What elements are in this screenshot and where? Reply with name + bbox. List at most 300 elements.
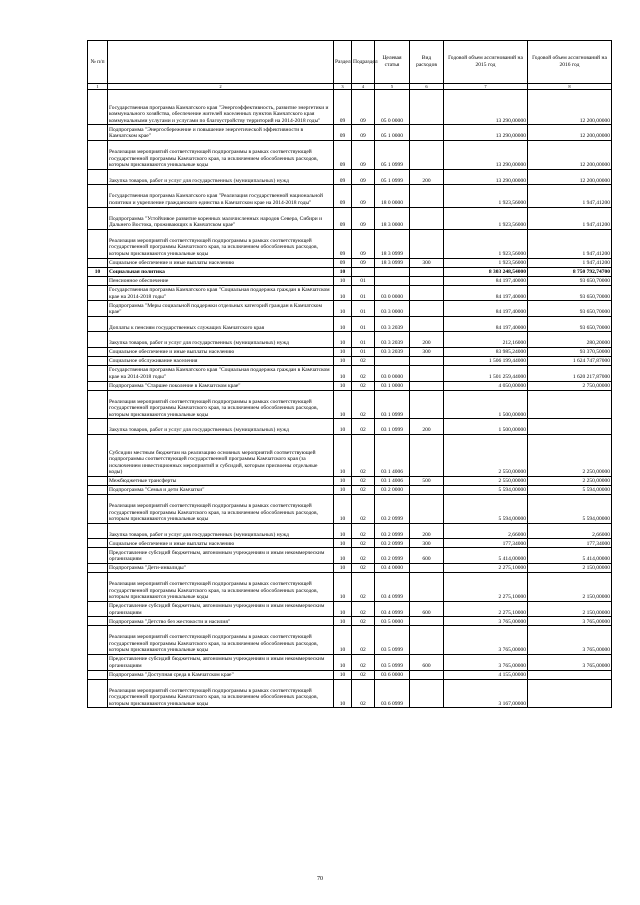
table-header-row — [88, 41, 612, 84]
row-podrazdel: 02 — [352, 601, 375, 617]
row-podrazdel: 02 — [352, 626, 375, 655]
table-row — [88, 563, 612, 572]
row-razdel: 09 — [334, 125, 352, 141]
row-vid — [410, 381, 444, 390]
header-num: № п/п — [88, 41, 108, 84]
row-number — [88, 381, 108, 390]
row-razdel: 10 — [334, 523, 352, 539]
row-vid — [410, 572, 444, 601]
row-sum2016: 5 414,00000 — [528, 548, 612, 564]
table-row — [88, 169, 612, 185]
row-vid: 200 — [410, 332, 444, 348]
row-celevaya: 03 1 0000 — [375, 381, 410, 390]
row-name: Реализация мероприятий соответствующей подпрограммы в рамках соответствующей государственной программы Камчатского края, за исключением обособленных расходов, которым присваиваются уникальные коды — [108, 626, 334, 655]
row-number — [88, 365, 108, 381]
header-sum2016: Годовой объем ассигнований на 2016 год — [528, 41, 612, 84]
row-sum2016: 3 765,00000 — [528, 617, 612, 626]
table-row — [88, 125, 612, 141]
table-row — [88, 626, 612, 655]
row-name: Реализация мероприятий соответствующей подпрограммы в рамках соответствующей государственной программы Камчатского края, за исключением обособленных расходов, которым присваиваются уникальные коды — [108, 494, 334, 523]
row-number — [88, 419, 108, 435]
row-name: Субсидии местным бюджетам на реализацию основных мероприятий соответствующей подпрограммы соответствующей государственной программы Камчатского края (за исключением инвестиционных мероприятий и субсидий, которым присвоены отдельные коды) — [108, 434, 334, 476]
row-celevaya: 05 1 0000 — [375, 125, 410, 141]
row-podrazdel: 09 — [352, 90, 375, 125]
row-razdel: 10 — [334, 626, 352, 655]
column-number: 7 — [444, 84, 528, 90]
row-sum2016: 1 624 747,87000 — [528, 356, 612, 365]
row-name: Социальная политика — [108, 267, 334, 276]
row-number — [88, 316, 108, 332]
row-name: Государственная программа Камчатского края "Социальная поддержка граждан в Камчатском крае на 2014-2018 годы" — [108, 285, 334, 301]
row-sum2015: 84 197,40000 — [444, 285, 528, 301]
row-sum2015: 5 414,00000 — [444, 548, 528, 564]
row-sum2015: 84 197,40000 — [444, 276, 528, 285]
row-sum2016: 2 150,00000 — [528, 572, 612, 601]
row-name: Реализация мероприятий соответствующей подпрограммы в рамках соответствующей государственной программы Камчатского края, за исключением обособленных расходов, которым присваиваются уникальные коды — [108, 140, 334, 169]
column-number: 5 — [375, 84, 410, 90]
row-celevaya: 03 2 0999 — [375, 539, 410, 548]
column-number: 2 — [108, 84, 334, 90]
row-name: Межбюджетные трансферты — [108, 476, 334, 485]
row-sum2015: 5 594,00000 — [444, 494, 528, 523]
header-razdel: Раздел — [334, 41, 352, 84]
table-row — [88, 655, 612, 671]
row-razdel: 10 — [334, 381, 352, 390]
row-name: Реализация мероприятий соответствующей подпрограммы в рамках соответствующей государственной программы Камчатского края, за исключением обособленных расходов, которым присваиваются уникальные коды — [108, 229, 334, 258]
row-razdel: 10 — [334, 485, 352, 494]
row-name: Закупка товаров, работ и услуг для государственных (муниципальных) нужд — [108, 523, 334, 539]
row-number — [88, 229, 108, 258]
row-celevaya — [375, 276, 410, 285]
row-number — [88, 332, 108, 348]
row-sum2016: 1 947,41200 — [528, 229, 612, 258]
row-podrazdel: 02 — [352, 617, 375, 626]
row-sum2015: 1 501 259,44000 — [444, 365, 528, 381]
table-body — [88, 84, 612, 708]
row-podrazdel: 09 — [352, 140, 375, 169]
row-sum2015: 83 985,24000 — [444, 347, 528, 356]
row-razdel: 10 — [334, 419, 352, 435]
row-podrazdel: 02 — [352, 494, 375, 523]
row-name: Закупка товаров, работ и услуг для государственных (муниципальных) нужд — [108, 332, 334, 348]
row-sum2016: 93 370,50000 — [528, 347, 612, 356]
row-sum2016: 1 947,41200 — [528, 258, 612, 267]
row-razdel: 10 — [334, 539, 352, 548]
row-number — [88, 347, 108, 356]
row-podrazdel: 02 — [352, 563, 375, 572]
row-podrazdel: 01 — [352, 347, 375, 356]
row-sum2015: 13 290,00000 — [444, 125, 528, 141]
column-number: 3 — [334, 84, 352, 90]
row-vid: 600 — [410, 601, 444, 617]
row-razdel: 10 — [334, 655, 352, 671]
row-podrazdel: 01 — [352, 332, 375, 348]
row-podrazdel: 02 — [352, 539, 375, 548]
row-sum2016: 93 650,70000 — [528, 285, 612, 301]
row-razdel: 10 — [334, 494, 352, 523]
row-vid — [410, 494, 444, 523]
table-row — [88, 267, 612, 276]
row-sum2015: 2,66000 — [444, 523, 528, 539]
row-number — [88, 140, 108, 169]
column-number: 8 — [528, 84, 612, 90]
row-celevaya: 03 0 0000 — [375, 365, 410, 381]
row-razdel: 09 — [334, 90, 352, 125]
row-podrazdel: 02 — [352, 670, 375, 679]
row-sum2015: 3 765,00000 — [444, 655, 528, 671]
row-sum2016: 2 250,00000 — [528, 434, 612, 476]
row-sum2015: 2 275,10000 — [444, 601, 528, 617]
table-row — [88, 670, 612, 679]
row-celevaya: 03 1 4006 — [375, 476, 410, 485]
row-celevaya: 03 1 4006 — [375, 434, 410, 476]
row-vid — [410, 434, 444, 476]
row-sum2016 — [528, 419, 612, 435]
row-celevaya: 03 1 0999 — [375, 390, 410, 419]
row-celevaya: 03 5 0999 — [375, 655, 410, 671]
header-vid: Вид расходов — [410, 41, 444, 84]
row-number — [88, 476, 108, 485]
table-row — [88, 365, 612, 381]
row-razdel: 10 — [334, 390, 352, 419]
row-podrazdel: 02 — [352, 365, 375, 381]
table-row — [88, 285, 612, 301]
row-sum2015: 1 923,56000 — [444, 258, 528, 267]
row-vid — [410, 185, 444, 207]
row-sum2016: 2 750,00000 — [528, 381, 612, 390]
row-vid — [410, 356, 444, 365]
row-razdel: 10 — [334, 276, 352, 285]
row-celevaya: 03 2 0999 — [375, 494, 410, 523]
row-sum2015: 3 765,00000 — [444, 626, 528, 655]
row-podrazdel: 01 — [352, 276, 375, 285]
row-razdel: 10 — [334, 476, 352, 485]
table-row — [88, 347, 612, 356]
row-name: Государственная программа Камчатского края "Социальная поддержка граждан в Камчатском крае на 2014-2018 годы" — [108, 365, 334, 381]
row-number — [88, 494, 108, 523]
row-razdel: 10 — [334, 316, 352, 332]
row-number — [88, 563, 108, 572]
row-sum2016: 12 200,00000 — [528, 169, 612, 185]
row-vid: 500 — [410, 476, 444, 485]
row-sum2015: 212,16000 — [444, 332, 528, 348]
row-celevaya: 03 3 2039 — [375, 347, 410, 356]
row-razdel: 09 — [334, 185, 352, 207]
row-podrazdel: 02 — [352, 572, 375, 601]
row-name: Реализация мероприятий соответствующей подпрограммы в рамках соответствующей государственной программы Камчатского края, за исключением обособленных расходов, которым присваиваются уникальные коды — [108, 679, 334, 708]
column-number: 1 — [88, 84, 108, 90]
row-podrazdel: 02 — [352, 655, 375, 671]
table-row — [88, 539, 612, 548]
row-number — [88, 207, 108, 229]
row-sum2016 — [528, 679, 612, 708]
row-sum2016: 93 650,70000 — [528, 276, 612, 285]
column-number: 6 — [410, 84, 444, 90]
row-celevaya: 03 3 2039 — [375, 332, 410, 348]
row-sum2016 — [528, 390, 612, 419]
row-number — [88, 548, 108, 564]
row-razdel: 10 — [334, 356, 352, 365]
row-podrazdel: 01 — [352, 316, 375, 332]
row-celevaya — [375, 267, 410, 276]
row-podrazdel: 09 — [352, 258, 375, 267]
row-razdel: 09 — [334, 229, 352, 258]
row-name: Реализация мероприятий соответствующей подпрограммы в рамках соответствующей государственной программы Камчатского края, за исключением обособленных расходов, которым присваиваются уникальные коды — [108, 390, 334, 419]
row-sum2015: 1 506 199,44000 — [444, 356, 528, 365]
row-celevaya: 03 5 0000 — [375, 617, 410, 626]
row-vid — [410, 90, 444, 125]
row-vid: 300 — [410, 258, 444, 267]
row-number — [88, 523, 108, 539]
row-vid — [410, 679, 444, 708]
row-celevaya: 03 4 0999 — [375, 601, 410, 617]
row-number — [88, 679, 108, 708]
row-razdel: 10 — [334, 617, 352, 626]
row-sum2016: 12 200,00000 — [528, 90, 612, 125]
row-name: Закупка товаров, работ и услуг для государственных (муниципальных) нужд — [108, 419, 334, 435]
row-celevaya: 03 0 0000 — [375, 285, 410, 301]
row-sum2015: 1 923,56000 — [444, 185, 528, 207]
row-podrazdel: 02 — [352, 356, 375, 365]
row-podrazdel: 09 — [352, 229, 375, 258]
row-podrazdel: 09 — [352, 125, 375, 141]
row-name: Предоставление субсидий бюджетным, автономным учреждениям и иным некоммерческим организациям — [108, 548, 334, 564]
row-number — [88, 169, 108, 185]
table-row — [88, 90, 612, 125]
table-row — [88, 485, 612, 494]
row-number — [88, 485, 108, 494]
row-celevaya: 03 1 0999 — [375, 419, 410, 435]
row-sum2016: 93 650,70000 — [528, 316, 612, 332]
row-celevaya: 05 1 0999 — [375, 169, 410, 185]
row-razdel: 10 — [334, 365, 352, 381]
row-vid: 200 — [410, 419, 444, 435]
table-row — [88, 523, 612, 539]
row-celevaya: 03 3 0000 — [375, 301, 410, 317]
row-podrazdel: 02 — [352, 390, 375, 419]
row-sum2015: 4 050,00000 — [444, 381, 528, 390]
row-sum2016: 1 947,41200 — [528, 207, 612, 229]
row-vid — [410, 207, 444, 229]
row-podrazdel: 09 — [352, 207, 375, 229]
table-row — [88, 316, 612, 332]
row-name: Подпрограмма "Детство без жестокости и насилия" — [108, 617, 334, 626]
row-name: Подпрограмма "Дети-инвалиды" — [108, 563, 334, 572]
row-sum2016: 2 150,00000 — [528, 563, 612, 572]
row-number — [88, 185, 108, 207]
row-podrazdel: 02 — [352, 419, 375, 435]
header-podrazdel: Подраздел — [352, 41, 375, 84]
row-razdel: 10 — [334, 601, 352, 617]
row-number — [88, 670, 108, 679]
row-number — [88, 390, 108, 419]
header-name — [108, 41, 334, 84]
table-row — [88, 494, 612, 523]
row-sum2015: 13 290,00000 — [444, 169, 528, 185]
row-vid — [410, 301, 444, 317]
row-vid — [410, 670, 444, 679]
row-celevaya: 18 3 0000 — [375, 207, 410, 229]
row-vid — [410, 563, 444, 572]
row-sum2015: 13 290,00000 — [444, 140, 528, 169]
row-sum2015: 3 167,00000 — [444, 679, 528, 708]
row-sum2016 — [528, 670, 612, 679]
table-row — [88, 679, 612, 708]
row-number — [88, 258, 108, 267]
table-row — [88, 476, 612, 485]
row-sum2016: 177,34000 — [528, 539, 612, 548]
row-celevaya: 03 5 0999 — [375, 626, 410, 655]
row-podrazdel: 01 — [352, 301, 375, 317]
row-razdel: 10 — [334, 332, 352, 348]
row-razdel: 10 — [334, 670, 352, 679]
row-sum2015: 177,34000 — [444, 539, 528, 548]
row-name: Социальное обеспечение и иные выплаты населению — [108, 258, 334, 267]
row-vid: 200 — [410, 169, 444, 185]
row-vid — [410, 267, 444, 276]
row-name: Социальное обеспечение и иные выплаты населению — [108, 347, 334, 356]
row-sum2016: 93 650,70000 — [528, 301, 612, 317]
column-number: 4 — [352, 84, 375, 90]
row-podrazdel: 02 — [352, 548, 375, 564]
row-celevaya: 18 0 0000 — [375, 185, 410, 207]
row-podrazdel: 09 — [352, 169, 375, 185]
row-vid — [410, 365, 444, 381]
row-vid — [410, 229, 444, 258]
row-number — [88, 356, 108, 365]
table-row — [88, 207, 612, 229]
table-row — [88, 381, 612, 390]
row-number — [88, 125, 108, 141]
table-row — [88, 572, 612, 601]
row-name: Подпрограмма "Старшее поколение в Камчатском крае" — [108, 381, 334, 390]
row-name: Подпрограмма "Доступная среда в Камчатском крае" — [108, 670, 334, 679]
row-razdel: 10 — [334, 563, 352, 572]
table-row — [88, 301, 612, 317]
row-vid — [410, 316, 444, 332]
row-sum2016: 1 620 217,87000 — [528, 365, 612, 381]
row-name: Подпрограмма "Устойчивое развитие коренных малочисленных народов Севера, Сибири и Дальнего Востока, проживающих в Камчатском крае" — [108, 207, 334, 229]
row-sum2016: 12 200,00000 — [528, 125, 612, 141]
row-vid: 600 — [410, 655, 444, 671]
table-row — [88, 434, 612, 476]
row-vid — [410, 140, 444, 169]
row-sum2016: 3 765,00000 — [528, 626, 612, 655]
row-vid: 200 — [410, 523, 444, 539]
row-sum2015: 5 594,00000 — [444, 485, 528, 494]
row-vid: 300 — [410, 347, 444, 356]
row-number — [88, 572, 108, 601]
row-celevaya: 05 1 0999 — [375, 140, 410, 169]
row-razdel: 09 — [334, 258, 352, 267]
row-name: Подпрограмма "Семья и дети Камчатки" — [108, 485, 334, 494]
row-name: Закупка товаров, работ и услуг для государственных (муниципальных) нужд — [108, 169, 334, 185]
row-razdel: 10 — [334, 548, 352, 564]
row-number — [88, 301, 108, 317]
row-name: Подпрограмма "Энергосбережение и повышение энергетической эффективности в Камчатском крае" — [108, 125, 334, 141]
row-razdel: 10 — [334, 347, 352, 356]
row-number — [88, 655, 108, 671]
table-row — [88, 548, 612, 564]
row-name: Социальное обслуживание населения — [108, 356, 334, 365]
row-sum2015: 1 923,56000 — [444, 229, 528, 258]
row-name: Социальное обеспечение и иные выплаты населению — [108, 539, 334, 548]
row-number — [88, 276, 108, 285]
row-name: Подпрограмма "Меры социальной поддержки отдельных категорий граждан в Камчатском крае" — [108, 301, 334, 317]
row-sum2016: 2,66000 — [528, 523, 612, 539]
row-vid — [410, 390, 444, 419]
row-sum2016: 1 947,41200 — [528, 185, 612, 207]
row-celevaya: 03 2 0999 — [375, 523, 410, 539]
row-sum2015: 1 923,56000 — [444, 207, 528, 229]
row-sum2015: 2 275,10000 — [444, 563, 528, 572]
budget-table — [87, 40, 612, 708]
row-name: Государственная программа Камчатского края "Реализация государственной национальной политики и укрепление гражданского единства в Камчатском крае на 2014-2018 годы" — [108, 185, 334, 207]
row-razdel: 10 — [334, 267, 352, 276]
row-number: 10 — [88, 267, 108, 276]
row-celevaya: 03 2 0000 — [375, 485, 410, 494]
row-celevaya: 03 6 0999 — [375, 679, 410, 708]
row-name: Пенсионное обеспечение — [108, 276, 334, 285]
row-sum2015: 84 197,40000 — [444, 316, 528, 332]
row-sum2016: 280,20000 — [528, 332, 612, 348]
table-row — [88, 332, 612, 348]
row-razdel: 10 — [334, 572, 352, 601]
row-razdel: 09 — [334, 140, 352, 169]
row-celevaya: 03 3 2039 — [375, 316, 410, 332]
row-sum2015: 13 290,00000 — [444, 90, 528, 125]
row-sum2015: 2 550,00000 — [444, 476, 528, 485]
row-vid: 600 — [410, 548, 444, 564]
row-sum2015: 3 765,00000 — [444, 617, 528, 626]
row-vid — [410, 125, 444, 141]
row-vid — [410, 285, 444, 301]
row-number — [88, 90, 108, 125]
row-sum2015: 2 275,10000 — [444, 572, 528, 601]
row-razdel: 10 — [334, 285, 352, 301]
row-vid: 300 — [410, 539, 444, 548]
row-vid — [410, 485, 444, 494]
row-name: Предоставление субсидий бюджетным, автономным учреждениям и иным некоммерческим организациям — [108, 601, 334, 617]
row-celevaya: 03 6 0000 — [375, 670, 410, 679]
row-razdel: 09 — [334, 169, 352, 185]
row-podrazdel: 02 — [352, 523, 375, 539]
row-vid — [410, 617, 444, 626]
row-sum2016: 8 750 792,74700 — [528, 267, 612, 276]
row-number — [88, 601, 108, 617]
row-podrazdel — [352, 267, 375, 276]
row-vid — [410, 276, 444, 285]
row-podrazdel: 09 — [352, 185, 375, 207]
row-celevaya: 18 3 0999 — [375, 258, 410, 267]
row-number — [88, 626, 108, 655]
header-sum2015: Годовой объем ассигнований на 2015 год — [444, 41, 528, 84]
row-razdel: 09 — [334, 207, 352, 229]
row-name: Доплаты к пенсиям государственных служащих Камчатского края — [108, 316, 334, 332]
table-row — [88, 356, 612, 365]
header-celevaya: Целевая статья — [375, 41, 410, 84]
row-sum2016: 12 200,00000 — [528, 140, 612, 169]
row-podrazdel: 02 — [352, 485, 375, 494]
row-podrazdel: 02 — [352, 381, 375, 390]
row-sum2015: 8 303 248,54000 — [444, 267, 528, 276]
table-row — [88, 276, 612, 285]
row-celevaya: 05 0 0000 — [375, 90, 410, 125]
row-podrazdel: 02 — [352, 476, 375, 485]
row-sum2015: 2 550,00000 — [444, 434, 528, 476]
table-row — [88, 419, 612, 435]
row-number — [88, 617, 108, 626]
